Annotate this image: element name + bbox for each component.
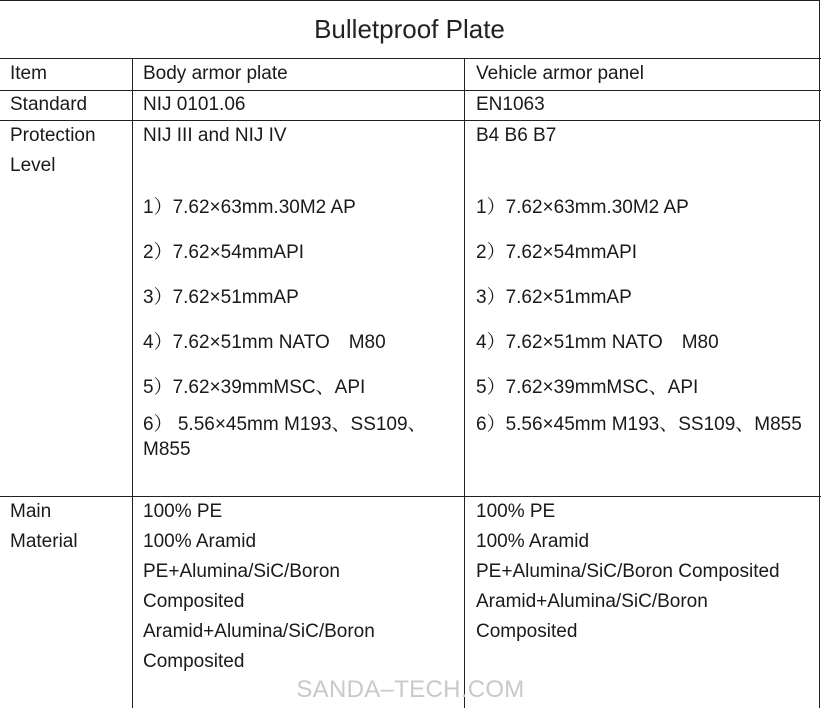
column-divider-1 [132,58,133,708]
header-vehicle-armor: Vehicle armor panel [476,63,644,84]
list-item: 6） 5.56×45mm M193、SS109、 [143,414,427,435]
list-item: 3）7.62×51mmAP [476,287,632,308]
watermark: SANDA–TECH.COM [296,676,525,703]
standard-label: Standard [10,94,88,115]
material-label-line2: Material [10,531,78,552]
list-item: 100% PE [143,501,223,522]
list-item: 5）7.62×39mmMSC、API [476,377,699,398]
list-item: PE+Alumina/SiC/Boron [143,561,340,582]
list-item: 100% Aramid [143,531,257,552]
column-divider-2 [464,58,465,708]
list-item: Composited [476,621,578,642]
material-vehicle-list [476,497,780,647]
list-item: Aramid+Alumina/SiC/Boron [476,591,708,612]
standard-body: NIJ 0101.06 [143,94,246,115]
list-item: 1）7.62×63mm.30M2 AP [476,197,689,218]
list-item: Aramid+Alumina/SiC/Boron [143,621,375,642]
list-item: 2）7.62×54mmAPI [476,242,638,263]
protection-label [10,121,96,181]
protection-vehicle-level: B4 B6 B7 [476,125,557,146]
list-item: PE+Alumina/SiC/Boron Composited [476,561,780,582]
material-label [10,497,78,557]
header-item: Item [10,63,47,84]
list-item: 3）7.62×51mmAP [143,287,299,308]
list-item: 2）7.62×54mmAPI [143,242,305,263]
list-item: 6）5.56×45mm M193、SS109、M855 [476,414,802,435]
list-item: 4）7.62×51mm NATO M80 [143,332,386,353]
material-body-list [143,497,375,677]
list-item: 100% Aramid [476,531,590,552]
protection-label-line1: Protection [10,125,96,146]
row-divider-top [0,58,821,59]
list-item: 5）7.62×39mmMSC、API [143,377,366,398]
table-title: Bulletproof Plate [0,0,820,58]
material-label-line1: Main [10,501,52,522]
protection-body-level: NIJ III and NIJ IV [143,125,287,146]
list-item: Composited [143,651,245,672]
row-divider-header [0,90,821,91]
list-item: M855 [143,439,191,460]
list-item: 4）7.62×51mm NATO M80 [476,332,719,353]
header-body-armor: Body armor plate [143,63,288,84]
protection-label-line2: Level [10,155,56,176]
right-border [819,0,820,708]
row-divider-standard [0,120,821,121]
list-item: Composited [143,591,245,612]
standard-vehicle: EN1063 [476,94,545,115]
list-item: 100% PE [476,501,556,522]
list-item: 1）7.62×63mm.30M2 AP [143,197,356,218]
